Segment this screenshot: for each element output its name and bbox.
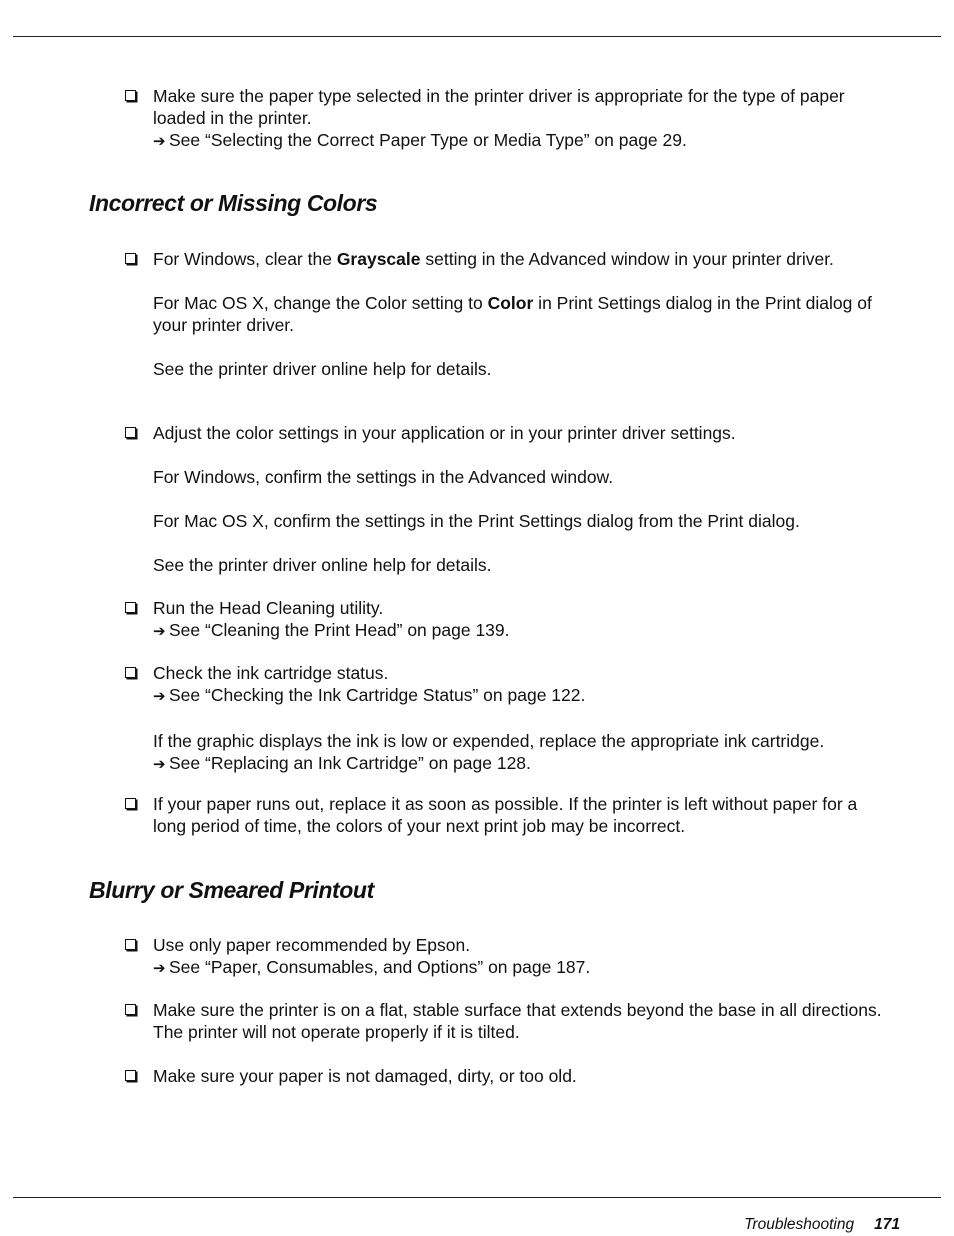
cross-reference[interactable]: ➔ See “Cleaning the Print Head” on page 139. — [153, 619, 885, 643]
item-text: Adjust the color settings in your application or in your printer driver settings. — [153, 423, 736, 443]
list-item — [125, 793, 885, 837]
list-item — [125, 248, 885, 380]
list-item — [125, 934, 885, 980]
footer-rule — [13, 1197, 941, 1198]
cross-reference[interactable]: ➔ See “Selecting the Correct Paper Type or Media Type” on page 29. — [153, 129, 885, 153]
item-text: Make sure the printer is on a flat, stable surface that extends beyond the base in all directions. The printer will not operate properly if it is tilted. — [153, 1000, 882, 1042]
item-text: For Mac OS X, confirm the settings in the Print Settings dialog from the Print dialog. — [153, 511, 800, 531]
right-arrow-icon: ➔ — [153, 688, 166, 705]
page-number: 171 — [874, 1216, 900, 1233]
item-text: See the printer driver online help for details. — [153, 359, 492, 379]
cross-reference[interactable]: ➔ See “Paper, Consumables, and Options” on page 187. — [153, 956, 885, 980]
list-item — [125, 1065, 885, 1087]
item-text: Run the Head Cleaning utility. — [153, 598, 384, 618]
list-item — [125, 662, 885, 776]
cross-reference[interactable]: ➔ See “Checking the Ink Cartridge Status” on page 122. — [153, 684, 885, 708]
footer-section-title: Troubleshooting — [744, 1216, 855, 1233]
right-arrow-icon: ➔ — [153, 133, 166, 150]
checkbox-icon — [125, 798, 136, 809]
item-text: Make sure the paper type selected in the printer driver is appropriate for the type of paper loaded in the printer. — [153, 86, 845, 128]
item-text: If the graphic displays the ink is low or expended, replace the appropriate ink cartridge. — [153, 731, 825, 751]
list-item — [125, 85, 885, 153]
list-item — [125, 597, 885, 643]
section-heading: Incorrect or Missing Colors — [89, 190, 378, 216]
section-heading: Blurry or Smeared Printout — [89, 877, 374, 903]
item-text: Make sure your paper is not damaged, dirty, or too old. — [153, 1066, 577, 1086]
item-text: For Windows, confirm the settings in the Advanced window. — [153, 467, 614, 487]
right-arrow-icon: ➔ — [153, 756, 166, 773]
header-rule — [13, 36, 941, 37]
item-text: For Windows, clear the Grayscale setting in the Advanced window in your printer driver. — [153, 249, 834, 269]
right-arrow-icon: ➔ — [153, 960, 166, 977]
checkbox-icon — [125, 427, 136, 438]
item-text: Check the ink cartridge status. — [153, 663, 389, 683]
checkbox-icon — [125, 1070, 136, 1081]
cross-reference[interactable]: ➔ See “Replacing an Ink Cartridge” on page 128. — [153, 752, 885, 776]
checkbox-icon — [125, 253, 136, 264]
item-text: Use only paper recommended by Epson. — [153, 935, 471, 955]
list-item — [125, 422, 885, 576]
checkbox-icon — [125, 667, 136, 678]
item-text: If your paper runs out, replace it as soon as possible. If the printer is left without paper for a long period of time, the colors of your next print job may be incorrect. — [153, 794, 858, 836]
checkbox-icon — [125, 1004, 136, 1015]
item-text: For Mac OS X, change the Color setting to Color in Print Settings dialog in the Print dialog of your printer driver. — [153, 293, 872, 335]
list-item — [125, 999, 885, 1043]
checkbox-icon — [125, 939, 136, 950]
checkbox-icon — [125, 602, 136, 613]
checkbox-icon — [125, 90, 136, 101]
page-footer — [744, 1214, 900, 1236]
item-text: See the printer driver online help for details. — [153, 555, 492, 575]
right-arrow-icon: ➔ — [153, 623, 166, 640]
